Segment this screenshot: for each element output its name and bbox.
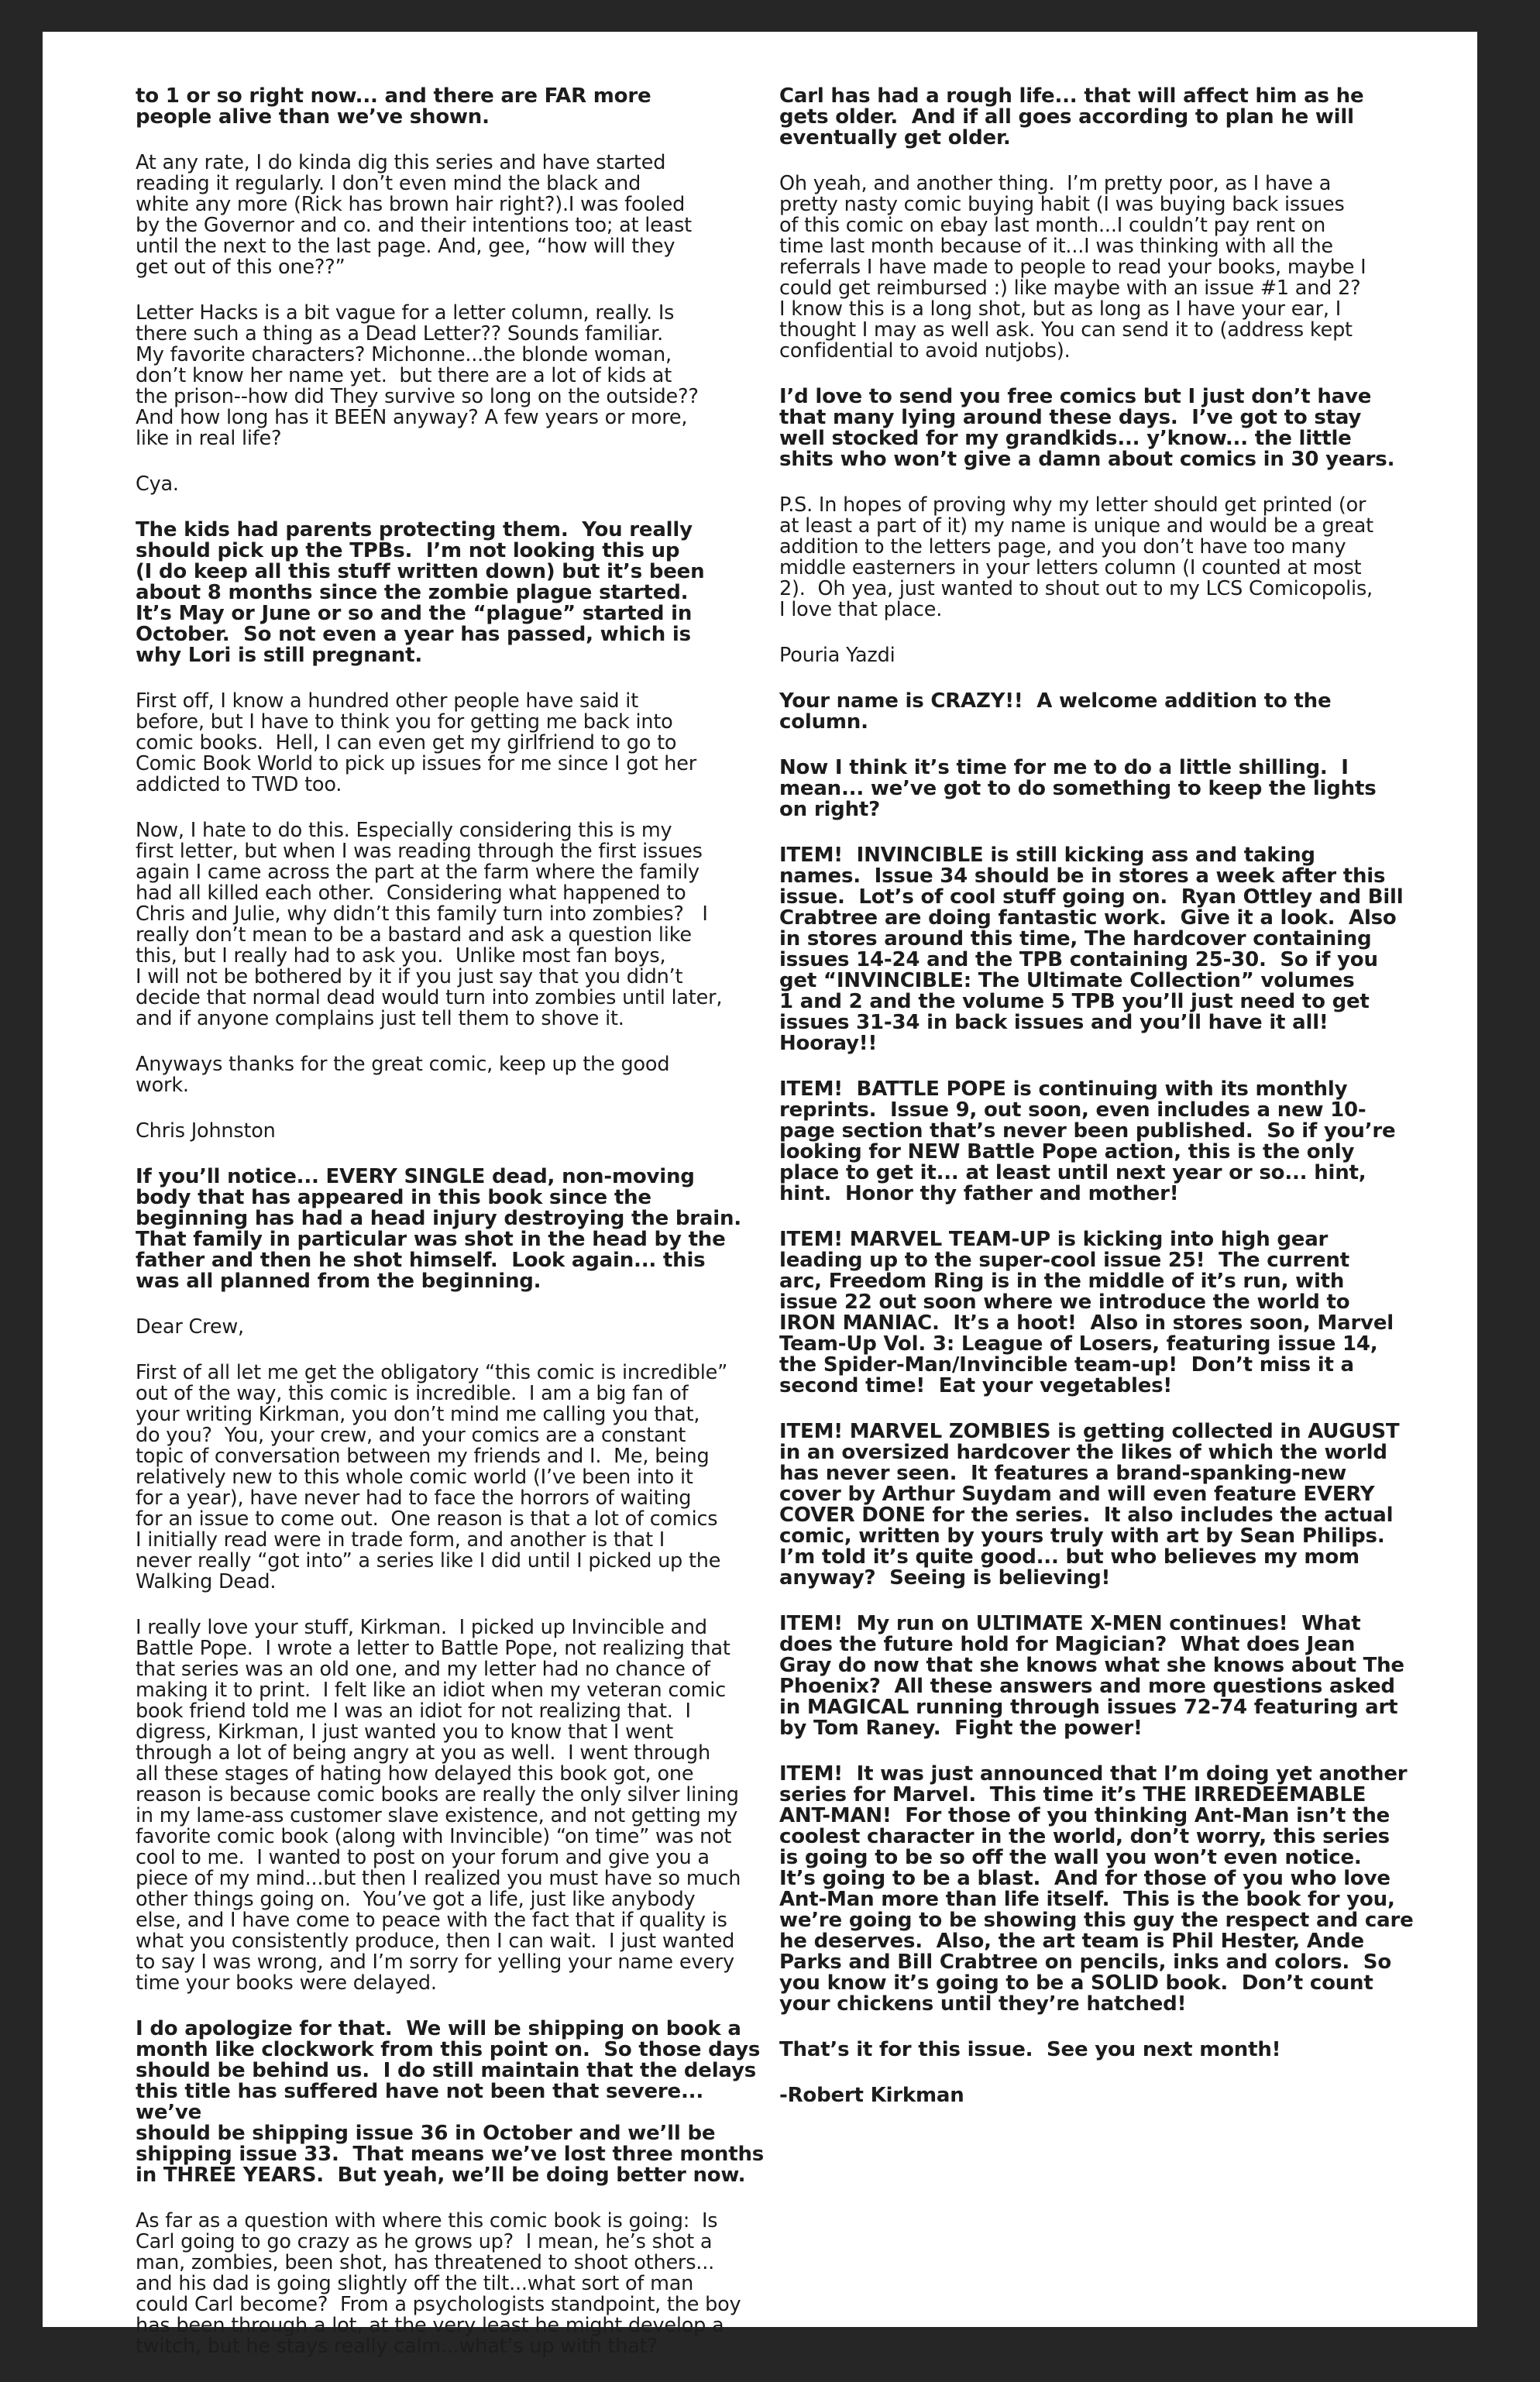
item-paragraph: ITEM! It was just announced that I’m doing yet another series for Marvel. This time it’s THE IRREDEEMABLE ANT-MAN! For those of you thinking Ant-Man isn’t the coolest character in the world, don’t worry, this series is going to be so off the wall you won’t even notice. It’s going to be a blast. And for those of you who love Ant-Man more than life itself. This is the book for you, we’re going to be showing this guy the respect and care he deserves. Also, the art team is Phil Hester, Ande Parks and Bill Crabtree on pencils, inks and colors. So you know it’s going to be a SOLID book. Don’t count your chickens until they’re hatched! xyxy=(779,1762,1414,2016)
left-column xyxy=(136,32,771,2382)
right-column xyxy=(779,32,1422,2131)
letter-paragraph: P.S. In hopes of proving why my letter should get printed (or at least a part of it) my name is unique and would be a great addition to the letters page, and you don’t have too many middle easterners in your letters column (I counted at most 2). Oh yea, just wanted to shout out to my LCS Comicopolis, I love that place. xyxy=(779,493,1373,621)
letter-paragraph: As far as a question with where this comic book is going: Is Carl going to go crazy as he grows up? I mean, he’s shot a man, zombies, been shot, has threatened to shoot others... and his dad is going slightly off the tilt...what sort of man could Carl become? From a psychologists standpoint, the boy has been through a lot, at the very least he might develop a twitch, but he stays really calm...what’s up with that? xyxy=(136,2209,741,2358)
item-paragraph: ITEM! INVINCIBLE is still kicking ass and taking names. Issue 34 should be in stores a week after this issue. Lot’s of cool stuff going on. Ryan Ottley and Bill Crabtree are doing fantastic work. Give it a look. Also in stores around this time, The hardcover containing issues 14-24 and the TPB containing 25-30. So if you get “INVINCIBLE: The Ultimate Collection” volumes 1 and 2 and the volume 5 TPB you’ll just need to get issues 31-34 in back issues and you’ll have it all! Hooray!! xyxy=(779,844,1404,1055)
item-paragraph: ITEM! MARVEL ZOMBIES is getting collected in AUGUST in an oversized hardcover the likes of which the world has never seen. It features a brand-spanking-new cover by Arthur Suydam and will even feature EVERY COVER DONE for the series. It also includes the actual comic, written by yours truly with art by Sean Philips. I’m told it’s quite good... but who believes my mom anyway? Seeing is believing! xyxy=(779,1420,1400,1590)
reply-paragraph: Now I think it’s time for me to do a little shilling. I mean... we’ve got to do something to keep the lights on right? xyxy=(779,756,1377,821)
item-paragraph: ITEM! MARVEL TEAM-UP is kicking into high gear leading up to the super-cool issue 25! The current arc, Freedom Ring is in the middle of it’s run, with issue 22 out soon where we introduce the world to IRON MANIAC. It’s a hoot! Also in stores soon, Marvel Team-Up Vol. 3: League of Losers, featuring issue 14, the Spider-Man/Invincible team-up! Don’t miss it a second time! Eat your vegetables! xyxy=(779,1228,1394,1397)
item-paragraph: ITEM! My run on ULTIMATE X-MEN continues! What does the future hold for Magician? What does Jean Gray do now that she knows what she knows about The Phoenix? All these answers and more questions asked in MAGICAL running through issues 72-74 featuring art by Tom Raney. Fight the power! xyxy=(779,1612,1404,1740)
letter-paragraph: First of all let me get the obligatory “this comic is incredible” out of the way, this comic is incredible. I am a big fan of your writing Kirkman, you don’t mind me calling you that, do you? You, your crew, and your comics are a constant topic of conversation between my friends and I. Me, being relatively new to this whole comic world (I’ve been into it for a year), have never had to face the horrors of waiting for an issue to come out. One reason is that a lot of comics I initially read were in trade form, and another is that I never really “got into” a series like I did until I picked up the Walking Dead. xyxy=(136,1361,728,1593)
letter-signature: Chris Johnston xyxy=(136,1119,276,1143)
letter-signature: Pouria Yazdi xyxy=(779,644,895,667)
letter-signoff: Cya. xyxy=(136,473,179,496)
reply-paragraph: I’d love to send you free comics but I just don’t have that many lying around these days. I’ve got to stay well stocked for my grandkids... y’know... the little shits who won’t give a damn about comics in 30 years. xyxy=(779,385,1395,471)
reply-paragraph: The kids had parents protecting them. You really should pick up the TPBs. I’m not looking this up (I do keep all this stuff written down) but it’s been about 8 months since the zombie plague started. It’s May or June or so and the “plague” started in October. So not even a year has passed, which is why Lori is still pregnant. xyxy=(136,518,705,667)
author-signature: -Robert Kirkman xyxy=(779,2084,964,2107)
letter-paragraph: Oh yeah, and another thing. I’m pretty poor, as I have a pretty nasty comic buying habit (I was buying back issues of this comic on ebay last month...I couldn’t pay rent on time last month because of it...I was thinking with all the referrals I have made to people to read your books, maybe I could get reimbursed :) like maybe with an issue #1 and 2? I know this is a long shot, but as long as I have your ear, I thought I may as well ask. You can send it to (address kept confidential to avoid nutjobs). xyxy=(779,172,1366,363)
letter-salutation: Dear Crew, xyxy=(136,1315,244,1339)
letter-paragraph: I really love your stuff, Kirkman. I picked up Invincible and Battle Pope. I wrote a letter to Battle Pope, not realizing that that series was an old one, and my letter had no chance of making it to print. I felt like an idiot when my veteran comic book friend told me I was an idiot for not realizing that. I digress, Kirkman, I just wanted you to know that I went through a lot of being angry at you as well. I went through all these stages of hating how delayed this book got, one reason is because comic books are really the only silver lining in my lame-ass customer slave existence, and not getting my favorite comic book (along with Invincible) “on time” was not cool to me. I wanted to post on your forum and give you a piece of my mind...but then I realized you must have so much other things going on. You’ve got a life, just like anybody else, and I have come to peace with the fact that if quality is what you consistently produce, then I can wait. I just wanted to say I was wrong, and I’m sorry for yelling your name every time your books were delayed. xyxy=(136,1616,741,1995)
letter-paragraph: Anyways thanks for the great comic, keep up the good work. xyxy=(136,1053,670,1097)
letter-paragraph: First off, I know a hundred other people have said it before, but I have to think you for getting me back into comic books. Hell, I can even get my girlfriend to go to Comic Book World to pick up issues for me since I got her addicted to TWD too. xyxy=(136,689,697,796)
reply-paragraph: I do apologize for that. We will be shipping on book a month like clockwork from this point on. So those days should be behind us. I do still maintain that the delays this title has suffered have not been that severe... we’ve should be shipping issue 36 in October and we’ll be shipping issue 33. That means we’ve lost three months in THREE YEARS. But yeah, we’ll be doing better now. xyxy=(136,2017,765,2187)
reply-paragraph: If you’ll notice... EVERY SINGLE dead, non-moving body that has appeared in this book since the beginning has had a head injury destroying the brain. That family in particular was shot in the head by the father and then he shot himself. Look again... this was all planned from the beginning. xyxy=(136,1165,741,1293)
letters-page xyxy=(43,32,1477,2358)
letter-paragraph: Now, I hate to do this. Especially considering this is my first letter, but when I was reading through the first issues again I came across the part at the farm where the family had all killed each other. Considering what happened to Chris and Julie, why didn’t this family turn into zombies? I really don’t mean to be a bastard and ask a question like this, but I really had to ask you. Unlike most fan boys, I will not be bothered by it if you just say that you didn’t decide that normal dead would turn into zombies until later, and if anyone complains just tell them to shove it. xyxy=(136,819,723,1030)
letter-paragraph: At any rate, I do kinda dig this series and have started reading it regularly. I don’t even mind the black and white any more (Rick has brown hair right?).I was fooled by the Governor and co. and their intentions too; at least until the next to the last page. And, gee, “how will they get out of this one??” xyxy=(136,151,692,279)
reply-paragraph: to 1 or so right now... and there are FAR more people alive than we’ve shown. xyxy=(136,84,651,129)
reply-paragraph: Your name is CRAZY!! A welcome addition to the column. xyxy=(779,689,1332,734)
reply-paragraph: Carl has had a rough life... that will affect him as he gets older. And if all goes according to plan he will eventually get older. xyxy=(779,84,1364,150)
item-paragraph: ITEM! BATTLE POPE is continuing with its monthly reprints. Issue 9, out soon, even includes a new 10- page section that’s never been published. So if you’re looking for NEW Battle Pope action, this is the only place to get it... at least until next year or so... hint, hint. Honor thy father and mother! xyxy=(779,1078,1396,1205)
closing-line: That’s it for this issue. See you next month! xyxy=(779,2038,1281,2061)
letter-paragraph: Letter Hacks is a bit vague for a letter column, really. Is there such a thing as a Dead Letter?? Sounds familiar. My favorite characters? Michonne...the blonde woman, don’t know her name yet. but there are a lot of kids at the prison--how did They survive so long on the outside?? And how long has it BEEN anyway? A few years or more, like in real life? xyxy=(136,301,699,450)
